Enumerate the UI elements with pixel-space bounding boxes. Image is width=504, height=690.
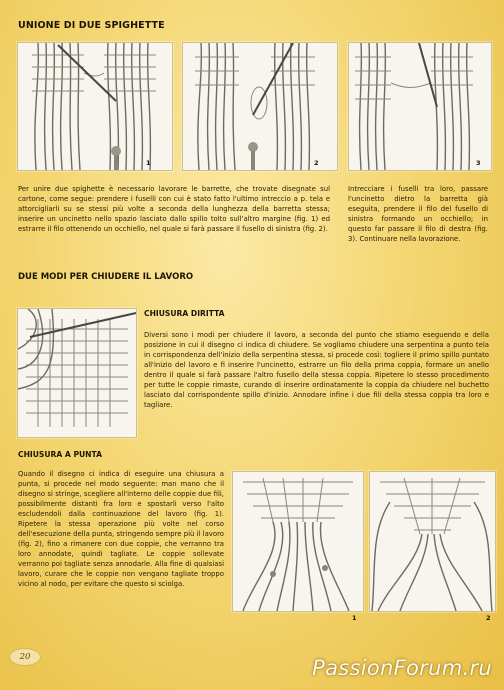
unione-text-right: Intrecciare i fuselli tra loro, passare l'uncinetto dietro la barretta già eseguita, prendere il filo del fusello di sinistra formando un occhiello; in questo far passare il filo di destra (fig. 3). Continuare nella lavorazione. [348,185,488,243]
photo-fig1-unione [17,42,173,171]
lace-illustration-3 [349,43,491,170]
photo-fig2-unione [182,42,338,171]
lace-illustration-punta-2 [370,472,495,611]
section-heading-chiudere: DUE MODI PER CHIUDERE IL LAVORO [18,272,194,282]
section-heading-unione: UNIONE DI DUE SPIGHETTE [18,20,165,31]
fig-label-punta-1: 1 [352,614,357,622]
unione-text-left: Per unire due spighette è necessario lavorare le barrette, che trovate disegnate sul cartone, come segue: prendere i fuselli con cui è stato fatto l'ultimo intreccio a p. tela e attorcigliarli su se stessi più volte a seconda della lunghezza della barretta stessa; inserire un uncinetto nello spazio lasciato dallo spillo tolto sull'altro margine (fig. 1) ed estrarre il filo ottenendo un occhiello, nel quale si farà passare il fusello di sinistra (fig. 2). [18,185,330,233]
lace-illustration-1 [18,43,172,170]
site-watermark: PassionForum.ru [312,656,492,680]
photo-chiusura-diritta [17,308,137,438]
lace-illustration-diritta [18,309,136,437]
photo-punta-fig2 [369,471,496,612]
lace-illustration-punta-1 [233,472,363,611]
fig-label-1: 1 [146,159,151,167]
subheading-chiusura-diritta: CHIUSURA DIRITTA [144,309,225,318]
fig-label-2: 2 [314,159,319,167]
photo-punta-fig1 [232,471,364,612]
chiusura-diritta-text: Diversi sono i modi per chiudere il lavoro, a seconda del punto che stiamo eseguendo e della posizione in cui il disegno ci indica di chiudere. Se vogliamo chiudere una serpentina a punto tela in corrispondenza dell'inizio della serpentina stessa, si procede così: togliere il primo spillo puntato all'inizio del lavoro e fi inserire l'uncinetto, estrarre un filo della prima coppia, formare un anello dentro il quale si farà passare l'altro fusello della stessa coppia. Ripetere lo stesso procedimento per tutte le coppie rimaste, curando di inserire ordinatamente la coppia da chiudere nel buchetto lasciato dal corrispondente spillo d'inizio. Annodare infine i due fili della stessa coppia tra loro e tagliare. [144,331,489,409]
subheading-chiusura-punta: CHIUSURA A PUNTA [18,450,102,459]
lace-illustration-2 [183,43,337,170]
page-number: 20 [9,648,41,666]
fig-label-punta-2: 2 [486,614,491,622]
chiusura-punta-text: Quando il disegno ci indica di eseguire una chiusura a punta, si procede nel modo seguente: man mano che il disegno si stringe, scegliere all'interno delle coppie due fili, possibilmente distanti fra loro e spostarli verso l'alto escludendoli dalla continuazione del lavoro (fig. 1). Ripetere la stessa operazione più volte nel corso dell'esecuzione della punta, stringendo sempre più il lavoro (fig. 2), fino a rimanere con due coppie, che verranno tra loro annodate, quindi tagliate. Le coppie sollevate verranno poi tagliate senza annodarle. Alla fine di qualsiasi lavoro, curare che le coppie non vengano tagliate troppo vicino al nodo, per evitare che questo si sciolga. [18,470,224,588]
fig-label-3: 3 [476,159,481,167]
photo-fig3-unione [348,42,492,171]
